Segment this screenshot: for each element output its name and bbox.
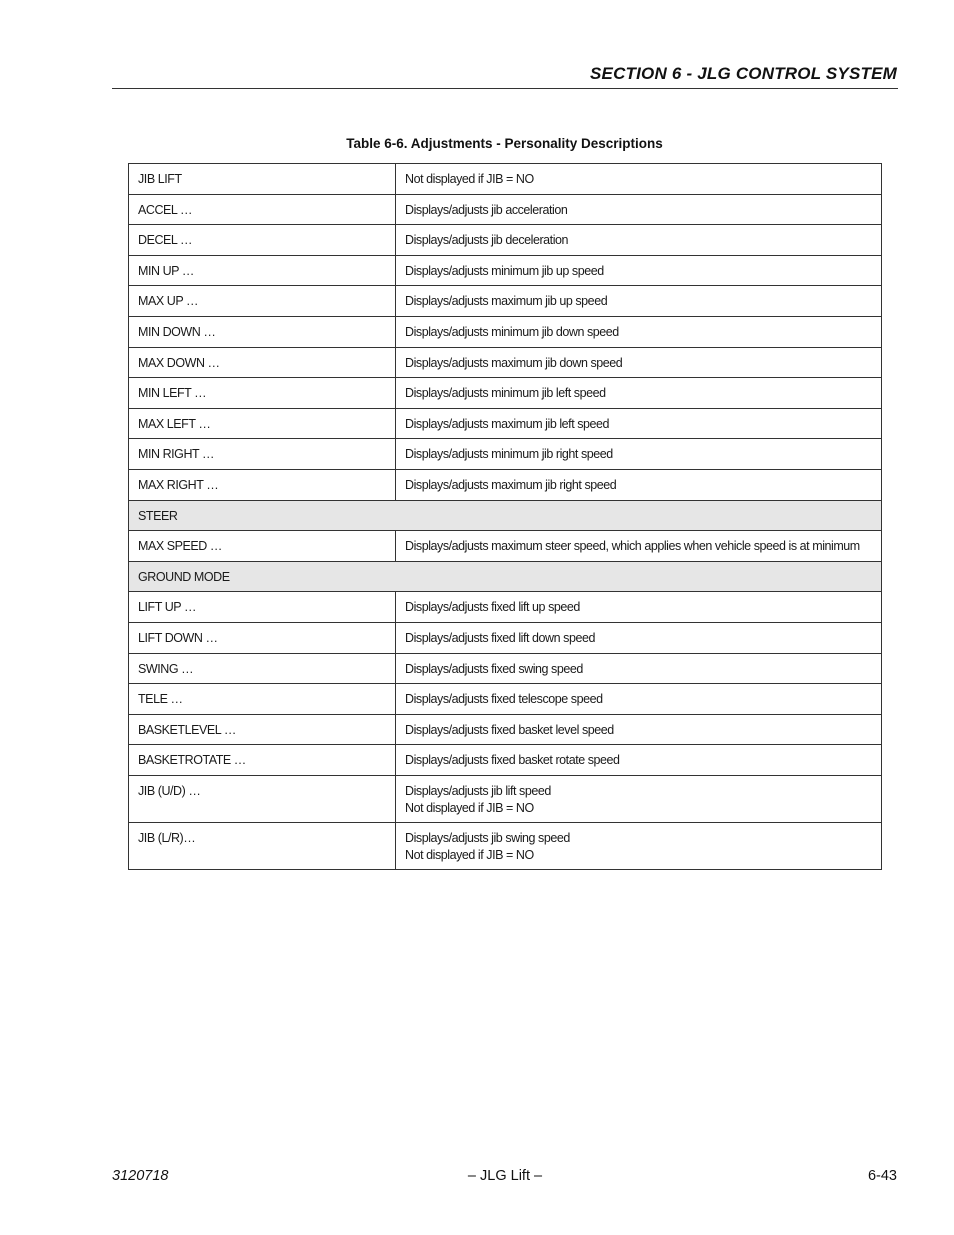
table-row <box>129 286 882 317</box>
table-row <box>129 714 882 745</box>
table-row <box>129 592 882 623</box>
description-line: Displays/adjusts minimum jib down speed <box>405 324 619 339</box>
description-line: Displays/adjusts maximum jib up speed <box>405 294 608 309</box>
personality-name-cell: MAX LEFT … <box>129 408 396 439</box>
adjustments-table-body <box>129 164 882 870</box>
description-cell <box>396 225 882 256</box>
description-line: Not displayed if JIB = NO <box>405 172 534 186</box>
description-line: Displays/adjusts maximum jib left speed <box>405 416 610 431</box>
table-row <box>129 439 882 470</box>
table-row <box>129 684 882 715</box>
personality-name-cell: MIN DOWN … <box>129 316 396 347</box>
personality-name-cell: SWING … <box>129 653 396 684</box>
description-line: Not displayed if JIB = NO <box>405 800 534 815</box>
description-cell <box>396 378 882 409</box>
description-cell <box>396 469 882 500</box>
description-line: Displays/adjusts fixed basket level speed <box>405 722 614 737</box>
description-line: Displays/adjusts maximum steer speed, which applies when vehicle speed is at minimum <box>405 539 860 554</box>
table-row <box>129 347 882 378</box>
description-cell <box>396 822 882 869</box>
adjustments-table <box>128 163 882 870</box>
personality-name-cell: BASKETLEVEL … <box>129 714 396 745</box>
description-cell <box>396 531 882 562</box>
description-line: Displays/adjusts fixed lift down speed <box>405 630 595 645</box>
description-cell <box>396 255 882 286</box>
personality-name-cell: MIN UP … <box>129 255 396 286</box>
personality-name-cell: ACCEL … <box>129 194 396 225</box>
description-line: Displays/adjusts fixed lift up speed <box>405 600 580 615</box>
table-row <box>129 316 882 347</box>
description-line: Displays/adjusts fixed basket rotate speed <box>405 753 620 768</box>
description-cell <box>396 439 882 470</box>
personality-name-cell: MIN LEFT … <box>129 378 396 409</box>
description-line: Displays/adjusts minimum jib right speed <box>405 447 613 462</box>
table-caption: Table 6-6. Adjustments - Personality Descriptions <box>346 136 663 151</box>
description-cell <box>396 164 882 195</box>
description-line: Displays/adjusts fixed swing speed <box>405 661 583 676</box>
table-row <box>129 194 882 225</box>
description-cell <box>396 775 882 822</box>
personality-name-cell: MAX DOWN … <box>129 347 396 378</box>
description-line: Displays/adjusts fixed telescope speed <box>405 692 603 707</box>
description-cell <box>396 592 882 623</box>
description-cell <box>396 684 882 715</box>
table-row <box>129 164 882 195</box>
description-line: Displays/adjusts jib acceleration <box>405 202 568 217</box>
table-row <box>129 469 882 500</box>
table-row <box>129 622 882 653</box>
personality-name-cell: JIB (U/D) … <box>129 775 396 822</box>
table-row <box>129 255 882 286</box>
description-line: Not displayed if JIB = NO <box>405 847 534 862</box>
description-cell <box>396 714 882 745</box>
personality-name-cell: MAX RIGHT … <box>129 469 396 500</box>
personality-name-cell: JIB (L/R)… <box>129 822 396 869</box>
description-line: Displays/adjusts jib swing speed <box>405 830 570 845</box>
table-row <box>129 775 882 822</box>
description-cell <box>396 408 882 439</box>
section-heading: GROUND MODE <box>129 561 882 592</box>
description-line: Displays/adjusts minimum jib left speed <box>405 386 606 401</box>
section-heading: STEER <box>129 500 882 531</box>
description-cell <box>396 194 882 225</box>
personality-name-cell: MIN RIGHT … <box>129 439 396 470</box>
footer-brand: – JLG Lift – <box>467 1168 543 1184</box>
document-number: 3120718 <box>112 1168 169 1184</box>
description-cell <box>396 347 882 378</box>
table-section-row <box>129 561 882 592</box>
personality-name-cell: BASKETROTATE … <box>129 745 396 776</box>
description-line: Displays/adjusts minimum jib up speed <box>405 263 604 278</box>
table-row <box>129 408 882 439</box>
description-line: Displays/adjusts maximum jib right speed <box>405 477 617 492</box>
personality-name-cell: DECEL … <box>129 225 396 256</box>
description-line: Displays/adjusts jib lift speed <box>405 783 551 798</box>
personality-name-cell: LIFT UP … <box>129 592 396 623</box>
personality-name-cell: MAX UP … <box>129 286 396 317</box>
description-cell <box>396 286 882 317</box>
description-cell <box>396 622 882 653</box>
description-cell <box>396 745 882 776</box>
description-line: Displays/adjusts jib deceleration <box>405 233 569 248</box>
section-title: SECTION 6 - JLG CONTROL SYSTEM <box>590 64 897 83</box>
personality-name-cell: LIFT DOWN … <box>129 622 396 653</box>
page-number: 6-43 <box>867 1168 897 1184</box>
table-row <box>129 653 882 684</box>
description-cell <box>396 316 882 347</box>
table-row <box>129 822 882 869</box>
table-row <box>129 531 882 562</box>
description-line: Displays/adjusts maximum jib down speed <box>405 355 623 370</box>
description-cell <box>396 653 882 684</box>
personality-name-cell: TELE … <box>129 684 396 715</box>
personality-name-cell: MAX SPEED … <box>129 531 396 562</box>
personality-name-cell: JIB LIFT <box>129 164 396 195</box>
table-row <box>129 378 882 409</box>
table-row <box>129 225 882 256</box>
table-section-row <box>129 500 882 531</box>
header-divider <box>112 88 898 89</box>
table-row <box>129 745 882 776</box>
